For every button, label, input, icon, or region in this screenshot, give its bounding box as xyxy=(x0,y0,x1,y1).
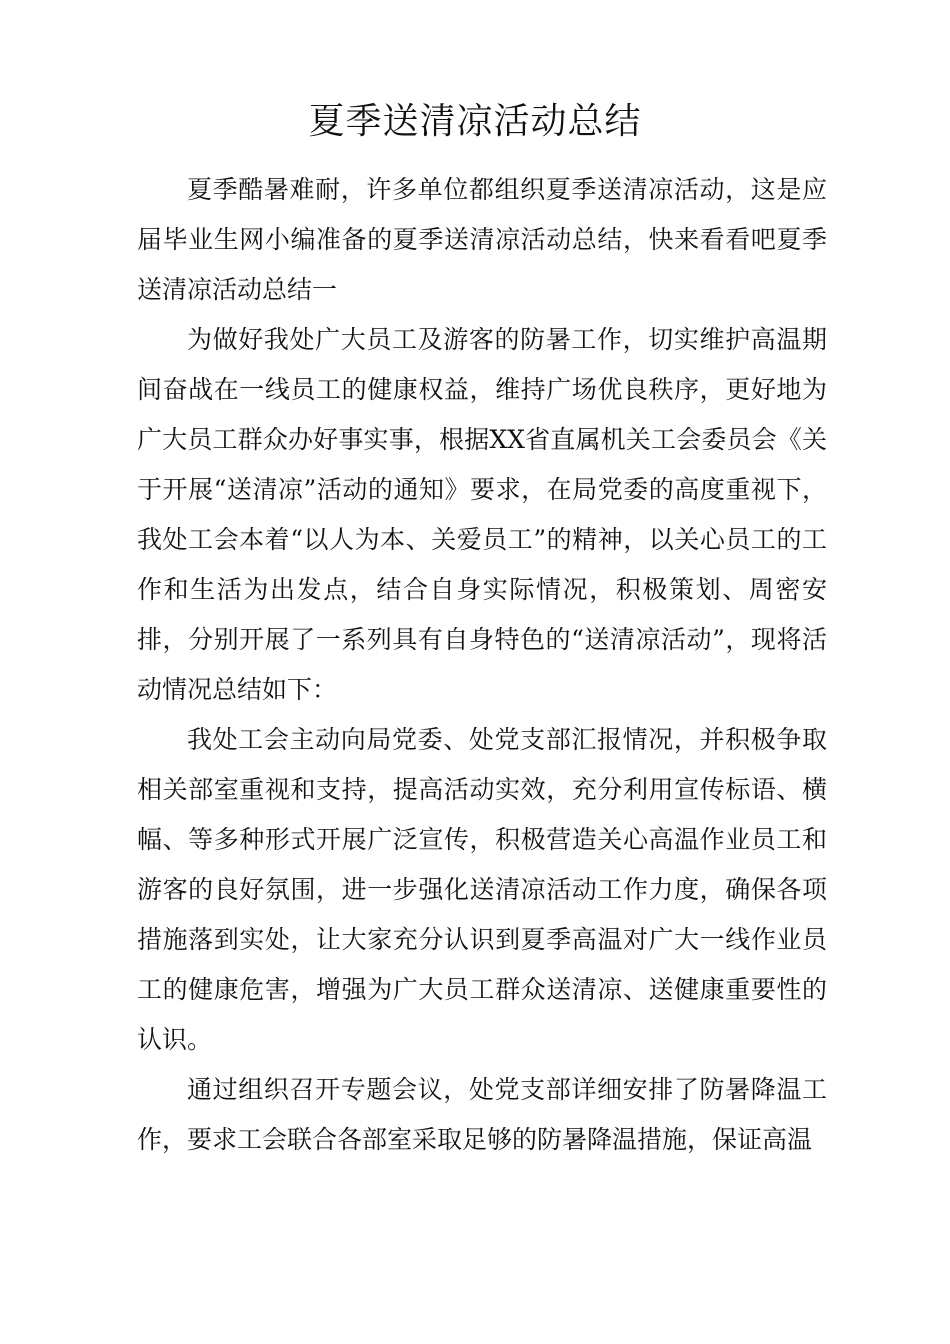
paragraph-3: 我处工会主动向局党委、处党支部汇报情况，并积极争取相关部室重视和支持，提高活动实效，充分利用宣传标语、横幅、等多种形式开展广泛宣传，积极营造关心高温作业员工和游客的良好氛围，进一步强化送清凉活动工作力度，确保各项措施落到实处，让大家充分认识到夏季高温对广大一线作业员工的健康危害，增强为广大员工群众送清凉、送健康重要性的认识。 xyxy=(137,725,827,1054)
document-title: 夏季送清凉活动总结 xyxy=(308,101,642,142)
paragraph-1: 夏季酷暑难耐，许多单位都组织夏季送清凉活动，这是应届毕业生网小编准备的夏季送清凉活动总结，快来看看吧夏季送清凉活动总结一 xyxy=(137,175,827,304)
paragraph-2: 为做好我处广大员工及游客的防暑工作，切实维护高温期间奋战在一线员工的健康权益，维持广场优良秩序，更好地为广大员工群众办好事实事，根据XX省直属机关工会委员会《关于开展“送清凉”活动的通知》要求，在局党委的高度重视下，我处工会本着“以人为本、关爱员工”的精神，以关心员工的工作和生活为出发点，结合自身实际情况，积极策划、周密安排，分别开展了一系列具有自身特色的“送清凉活动”，现将活动情况总结如下： xyxy=(137,325,827,704)
document-body xyxy=(137,165,827,1165)
paragraph-4: 通过组织召开专题会议，处党支部详细安排了防暑降温工作，要求工会联合各部室采取足够的防暑降温措施，保证高温 xyxy=(137,1075,827,1154)
